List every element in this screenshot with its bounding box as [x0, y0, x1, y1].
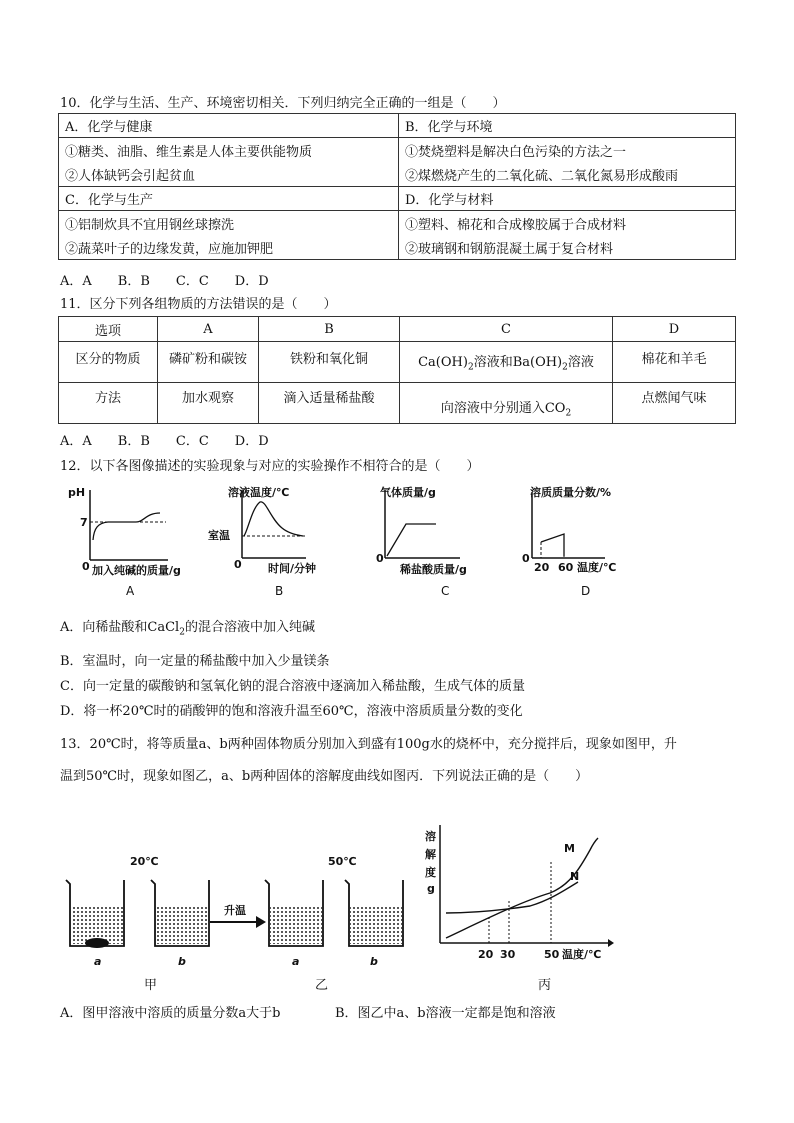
- q13-jia-label-a: a: [94, 955, 102, 968]
- q12-a-caption: A: [126, 584, 135, 598]
- q12-chart-a: [68, 486, 181, 598]
- q13-bing-chart: [425, 825, 614, 961]
- q13-fig-jia: 甲: [144, 978, 158, 993]
- q13-figure: [60, 810, 620, 1000]
- q13-x-30: 30: [500, 948, 516, 961]
- q11-row1-label: 区分的物质: [59, 342, 158, 383]
- q12-chart-c: [376, 485, 467, 598]
- q13-heat-label: 升温: [224, 904, 246, 917]
- q13-xlabel: 温度/℃: [562, 948, 602, 961]
- q13-curve-n: [446, 882, 578, 913]
- q12-d-ylabel: 溶质质量分数/%: [530, 486, 612, 499]
- q12-option-b: B．室温时，向一定量的稀盐酸中加入少量镁条: [60, 654, 330, 669]
- q12-a-curve: [93, 513, 160, 540]
- q11-row1-c: $Ca(OH)_2$溶液和$Ba(OH)_2$溶液: [400, 342, 613, 383]
- q12-c-ylabel: 气体质量/g: [380, 486, 436, 499]
- q13-curve-m: [446, 838, 598, 938]
- q11-row1-d: 棉花和羊毛: [613, 342, 736, 383]
- q10-b-item1: ①焚烧塑料是解决白色污染的方法之一: [399, 138, 736, 163]
- q13-jia-beaker-a: [66, 880, 124, 948]
- q10-c-head: C．化学与生产: [59, 187, 399, 211]
- q12-option-d: D．将一杯20℃时的硝酸钾的饱和溶液升温至60℃，溶液中溶质质量分数的变化: [60, 704, 523, 719]
- q13-fig-bing: 丙: [538, 978, 552, 993]
- q12-b-ylabel: 溶液温度/℃: [228, 486, 290, 499]
- q12-c-curve: [387, 524, 436, 556]
- q12-b-caption: B: [275, 584, 284, 598]
- q12-b-ref-label: 室温: [208, 529, 230, 542]
- q11-row1-a: 磷矿粉和碳铵: [158, 342, 259, 383]
- q10-c-item1: ①铝制炊具不宜用钢丝球擦洗: [59, 211, 399, 236]
- q12-c-origin: 0: [376, 552, 384, 565]
- q11-row2-label: 方法: [59, 383, 158, 424]
- q12-chart-b: [208, 485, 316, 598]
- q13-curve-n-label: N: [570, 870, 580, 883]
- q11-stem: 11．区分下列各组物质的方法错误的是（ ）: [60, 297, 337, 312]
- q13-yi-beaker-a: [265, 880, 323, 946]
- q11-row2-a: 加水观察: [158, 383, 259, 424]
- q13-fig-yi: 乙: [315, 978, 329, 993]
- q12-a-ytick: 7: [80, 516, 88, 529]
- q10-a-head: A．化学与健康: [59, 114, 399, 138]
- q13-jia-label-b: b: [178, 955, 186, 968]
- q11-header-c: C: [400, 317, 613, 342]
- q12-d-xlabel: 温度/℃: [577, 561, 617, 574]
- q13-yi-label-b: b: [370, 955, 378, 968]
- q13-option-b: B．图乙中a、b溶液一定都是饱和溶液: [335, 1006, 556, 1021]
- q10-b-item2: ②煤燃烧产生的二氧化硫、二氧化氮易形成酸雨: [399, 162, 736, 187]
- q10-b-head: B．化学与环境: [399, 114, 736, 138]
- q10-d-head: D．化学与材料: [399, 187, 736, 211]
- q12-d-x1: 20: [534, 561, 550, 574]
- q10-table: [58, 113, 736, 260]
- q12-c-xlabel: 稀盐酸质量/g: [400, 563, 467, 576]
- q11-row2-b: 滴入适量稀盐酸: [259, 383, 400, 424]
- q12-d-caption: D: [581, 584, 591, 598]
- q12-d-origin: 0: [522, 552, 530, 565]
- q10-a-item2: ②人体缺钙会引起贫血: [59, 162, 399, 187]
- q13-option-a: A．图甲溶液中溶质的质量分数a大于b: [60, 1006, 281, 1021]
- q13-heat-arrowhead: [256, 916, 266, 928]
- q11-options: A．A B．B C．C D．D: [60, 434, 269, 449]
- q13-bing-x-arrowhead: [608, 939, 614, 947]
- q13-ylabel-1: 溶: [425, 830, 436, 843]
- q12-option-a: A．向稀盐酸和CaCl$_2$的混合溶液中加入纯碱: [60, 620, 315, 638]
- q12-a-origin: 0: [82, 560, 90, 573]
- q11-row2-c: 向溶液中分别通入$CO_2$: [400, 383, 613, 424]
- q10-options: A．A B．B C．C D．D: [60, 274, 269, 289]
- q11-row2-d: 点燃闻气味: [613, 383, 736, 424]
- q13-stem-line2: 温到50℃时，现象如图乙，a、b两种固体的溶解度曲线如图丙．下列说法正确的是（ ）: [60, 769, 589, 784]
- q10-c-item2: ②蔬菜叶子的边缘发黄，应施加钾肥: [59, 235, 399, 260]
- q13-yi-label-a: a: [292, 955, 300, 968]
- q10-d-item1: ①塑料、棉花和合成橡胶属于合成材料: [399, 211, 736, 236]
- q11-header-b: B: [259, 317, 400, 342]
- q11-table: [58, 316, 736, 424]
- q13-curve-m-label: M: [564, 842, 575, 855]
- q13-ylabel-2: 解: [425, 848, 436, 861]
- q12-b-curve: [244, 502, 303, 536]
- q13-x-20: 20: [478, 948, 494, 961]
- q11-header-a: A: [158, 317, 259, 342]
- q13-stem-line1: 13．20℃时，将等质量a、b两种固体物质分别加入到盛有100g水的烧杯中，充分搅拌后，现象如图甲，升: [60, 737, 677, 752]
- q10-stem: 10．化学与生活、生产、环境密切相关．下列归纳完全正确的一组是（ ）: [60, 96, 506, 111]
- q12-charts: [60, 478, 700, 602]
- q13-jia-beaker-b: [151, 880, 209, 946]
- q12-b-origin: 0: [234, 558, 242, 571]
- q13-ylabel-3: 度: [425, 866, 436, 879]
- q13-temp20: 20℃: [130, 855, 159, 868]
- q13-temp50: 50℃: [328, 855, 357, 868]
- q12-d-curve: [541, 534, 564, 556]
- q12-d-x2: 60: [558, 561, 574, 574]
- q13-x-50: 50: [544, 948, 560, 961]
- q12-b-xlabel: 时间/分钟: [268, 562, 317, 575]
- q11-header-option: 选项: [59, 317, 158, 342]
- q10-d-item2: ②玻璃钢和钢筋混凝土属于复合材料: [399, 235, 736, 260]
- q12-option-c: C．向一定量的碳酸钠和氢氧化钠的混合溶液中逐滴加入稀盐酸，生成气体的质量: [60, 679, 525, 694]
- q11-row1-b: 铁粉和氧化铜: [259, 342, 400, 383]
- q13-ylabel-4: g: [427, 882, 435, 895]
- q10-a-item1: ①糖类、油脂、维生素是人体主要供能物质: [59, 138, 399, 163]
- q12-stem: 12．以下各图像描述的实验现象与对应的实验操作不相符合的是（ ）: [60, 459, 480, 474]
- q12-c-caption: C: [441, 584, 450, 598]
- q12-a-ylabel: pH: [68, 486, 86, 499]
- q13-yi-beaker-b: [345, 880, 403, 946]
- q12-a-xlabel: 加入纯碱的质量/g: [92, 564, 181, 577]
- q11-header-d: D: [613, 317, 736, 342]
- q12-chart-d: [522, 485, 616, 598]
